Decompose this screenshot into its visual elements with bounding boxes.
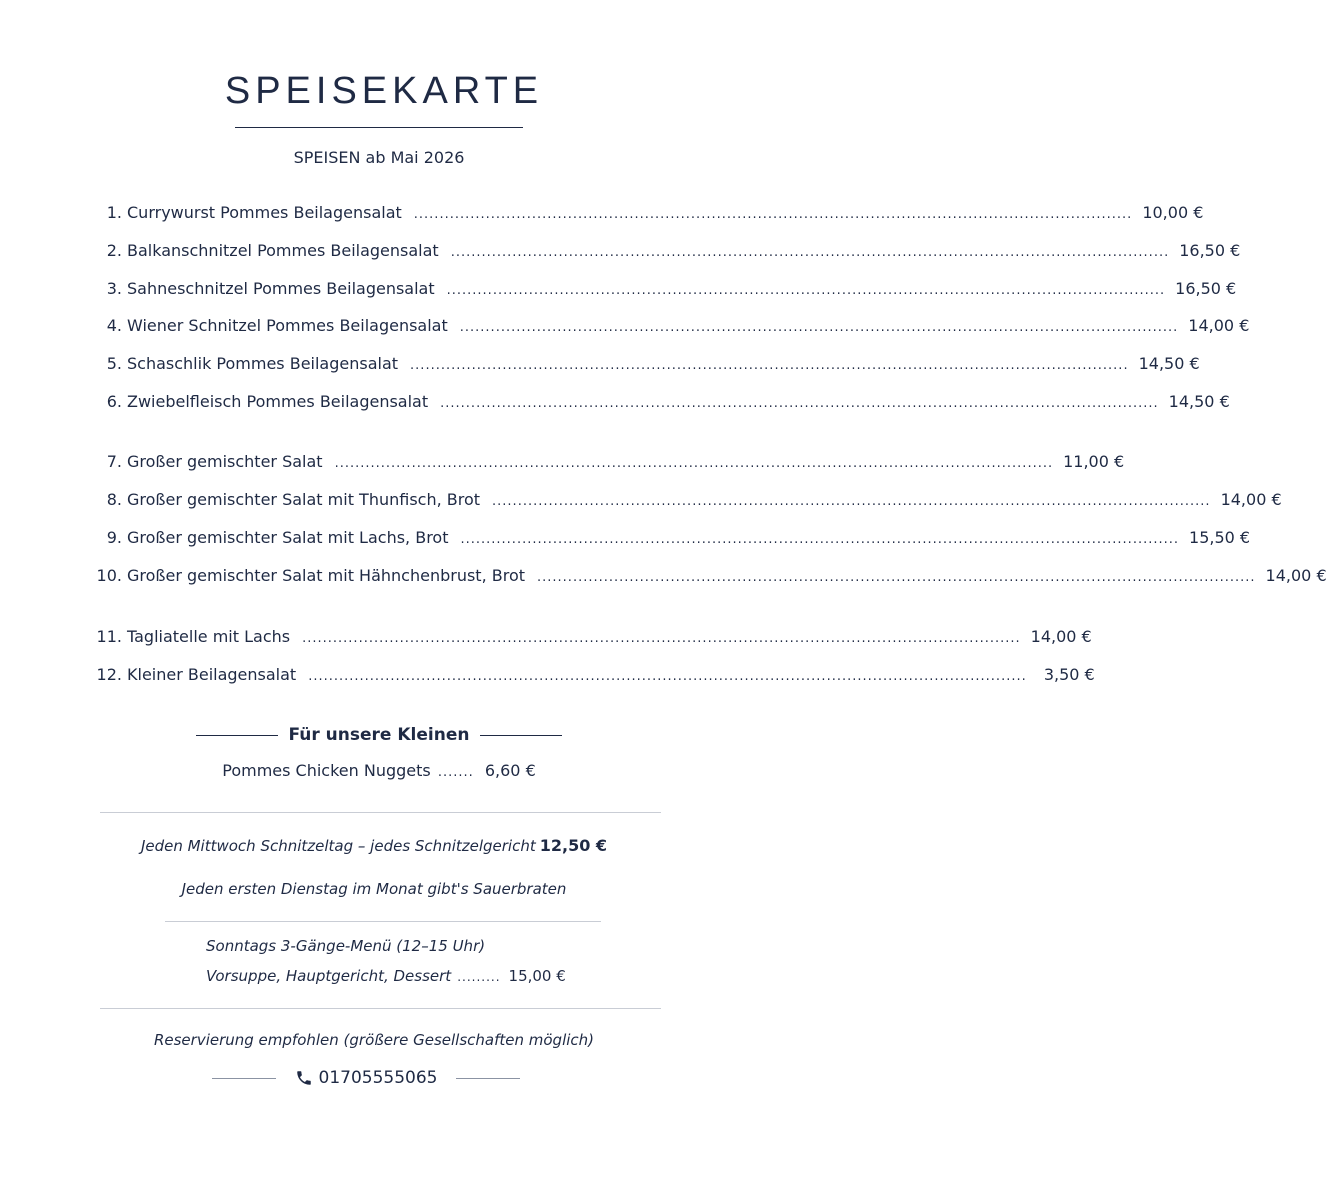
menu-item-8 [90,490,1282,514]
kids-item-price: 6,60 € [484,761,536,780]
dot-leader: ............................................................................................................................................ [334,456,1054,471]
item-price: 14,00 € [1265,566,1327,585]
dot-leader: ............................................................................................................................................ [308,669,1027,684]
kids-item [0,761,758,780]
sunday-menu-courses [206,967,566,985]
item-price: 14,00 € [1220,490,1282,509]
item-name: Großer gemischter Salat [127,452,323,471]
dot-leader: ............................................................................................................................................ [459,320,1179,335]
page-title: SPEISEKARTE [224,70,544,112]
reservation-note: Reservierung empfohlen (größere Gesellschaften möglich) [153,1031,595,1049]
item-number: 7. [106,452,122,471]
kids-item-name: Pommes Chicken Nuggets [222,761,431,780]
item-price: 3,50 € [1043,665,1095,684]
item-number: 12. [96,665,122,684]
phone-rule-left [212,1078,276,1079]
item-number: 2. [106,241,122,260]
dot-leader: ............................................................................................................................................ [413,207,1133,222]
item-price: 14,50 € [1138,354,1200,373]
item-number: 1. [106,203,122,222]
item-number: 3. [106,279,122,298]
kids-section-heading [196,722,562,748]
dot-leader: ............................................................................................................................................ [537,570,1256,585]
dot-leader: ............................................................................................................................................ [302,631,1021,646]
item-number: 4. [106,316,122,335]
menu-item-5 [90,354,1200,378]
phone-number[interactable]: 01705555065 [318,1068,438,1088]
item-number: 9. [106,528,122,547]
phone-contact [212,1066,520,1090]
section-divider [100,1008,661,1009]
dot-leader: ....... [437,765,474,780]
sunday-menu-heading: Sonntags 3-Gänge-Menü (12–15 Uhr) [206,937,486,955]
dot-leader: ............................................................................................................................................ [492,494,1211,509]
section-divider [100,812,661,813]
heading-rule-left [196,735,278,736]
wednesday-special-price: 12,50 € [539,836,608,855]
menu-item-4 [90,316,1250,340]
sunday-courses-text: Vorsuppe, Hauptgericht, Dessert [206,967,452,985]
phone-number-group[interactable] [295,1068,438,1088]
dot-leader: ............................................................................................................................................ [446,283,1166,298]
item-name: Kleiner Beilagensalat [127,665,297,684]
item-name: Balkanschnitzel Pommes Beilagensalat [127,241,439,260]
item-name: Großer gemischter Salat mit Thunfisch, Brot [127,490,481,509]
menu-item-3 [90,279,1237,303]
dot-leader: ............................................................................................................................................ [450,245,1170,260]
tuesday-special: Jeden ersten Dienstag im Monat gibt's Sauerbraten [181,880,567,898]
kids-heading-text: Für unsere Kleinen [288,725,470,745]
item-price: 14,00 € [1030,627,1092,646]
title-divider [235,127,523,128]
menu-item-7 [90,452,1125,476]
menu-item-1 [90,203,1204,227]
wednesday-special-text: Jeden Mittwoch Schnitzeltag – jedes Schnitzelgericht [140,837,536,855]
menu-item-11 [90,627,1092,651]
item-number: 10. [96,566,122,585]
item-name: Schaschlik Pommes Beilagensalat [127,354,399,373]
item-number: 11. [96,627,122,646]
item-price: 14,50 € [1168,392,1230,411]
specials-divider [165,921,601,922]
item-number: 8. [106,490,122,509]
menu-item-2 [90,241,1241,265]
item-name: Großer gemischter Salat mit Hähnchenbrust, Brot [127,566,526,585]
item-price: 15,50 € [1189,528,1251,547]
dot-leader: ......... [457,970,501,984]
item-price: 10,00 € [1142,203,1204,222]
item-number: 6. [106,392,122,411]
dot-leader: ............................................................................................................................................ [440,396,1159,411]
sunday-price: 15,00 € [508,967,566,985]
menu-subtitle: SPEISEN ab Mai 2026 [293,148,465,167]
phone-rule-right [456,1078,520,1079]
heading-rule-right [480,735,562,736]
item-price: 11,00 € [1063,452,1125,471]
phone-icon [295,1069,313,1087]
dot-leader: ............................................................................................................................................ [410,358,1129,373]
item-price: 16,50 € [1175,279,1237,298]
wednesday-special [0,836,748,855]
dot-leader: ............................................................................................................................................ [460,532,1180,547]
menu-item-12 [90,665,1095,689]
item-name: Currywurst Pommes Beilagensalat [127,203,402,222]
menu-item-9 [90,528,1251,552]
menu-item-10 [90,566,1327,590]
item-name: Zwiebelfleisch Pommes Beilagensalat [127,392,429,411]
item-name: Sahneschnitzel Pommes Beilagensalat [127,279,435,298]
menu-item-6 [90,392,1230,416]
item-name: Großer gemischter Salat mit Lachs, Brot [127,528,449,547]
item-number: 5. [106,354,122,373]
item-price: 14,00 € [1188,316,1250,335]
item-name: Tagliatelle mit Lachs [127,627,291,646]
item-name: Wiener Schnitzel Pommes Beilagensalat [127,316,448,335]
item-price: 16,50 € [1179,241,1241,260]
